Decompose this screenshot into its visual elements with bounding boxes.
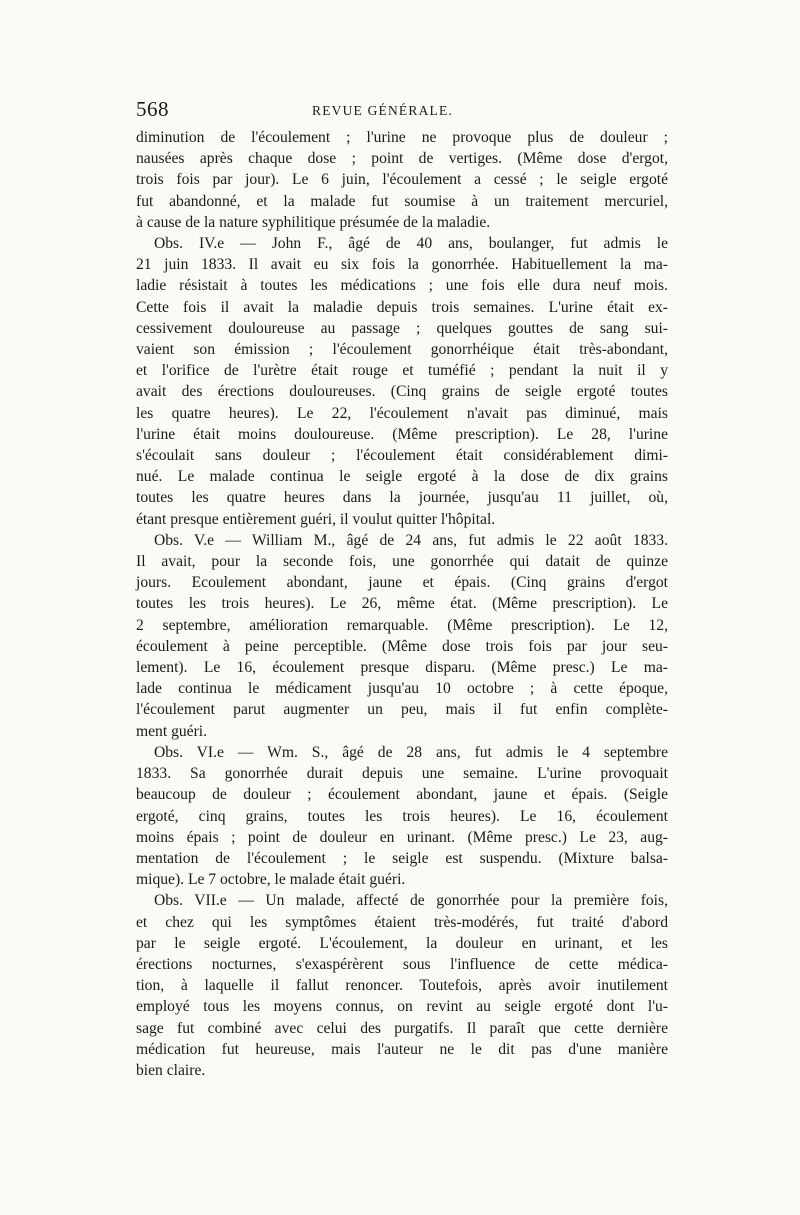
text-line: mique). Le 7 octobre, le malade était guéri.: [136, 871, 406, 889]
text-line: cessivement douloureuse au passage ; quelques gouttes de sang sui-: [136, 319, 668, 337]
text-line: tion, à laquelle il fallut renoncer. Toutefois, après avoir inutilement: [136, 977, 668, 995]
running-title: REVUE GÉNÉRALE.: [312, 103, 453, 118]
text-line: nausées après chaque dose ; point de vertiges. (Même dose d'ergot,: [136, 150, 668, 168]
text-line: écoulement à peine perceptible. (Même dose trois fois par jour seu-: [136, 637, 668, 655]
text-line: les quatre heures). Le 22, l'écoulement n'avait pas diminué, mais: [136, 404, 668, 422]
text-line: Il avait, pour la seconde fois, une gonorrhée qui datait de quinze: [136, 553, 668, 571]
text-line: toutes les quatre heures dans la journée, jusqu'au 11 juillet, où,: [136, 489, 668, 507]
text-line: et l'orifice de l'urètre était rouge et tuméfié ; pendant la nuit il y: [136, 362, 668, 380]
text-line: l'écoulement parut augmenter un peu, mais il fut enfin complète-: [136, 701, 668, 719]
text-line: Obs. VII.e — Un malade, affecté de gonorrhée pour la première fois,: [154, 892, 668, 910]
text-line: employé tous les moyens connus, on revint au seigle ergoté dont l'u-: [136, 998, 668, 1016]
text-line: mentation de l'écoulement ; le seigle est suspendu. (Mixture balsa-: [136, 849, 668, 867]
text-line: fut abandonné, et la malade fut soumise à un traitement mercuriel,: [136, 192, 668, 210]
text-line: nué. Le malade continua le seigle ergoté à la dose de dix grains: [136, 468, 668, 486]
text-line: l'urine était moins douloureuse. (Même prescription). Le 28, l'urine: [136, 425, 668, 443]
text-line: 21 juin 1833. Il avait eu six fois la gonorrhée. Habituellement la ma-: [136, 256, 668, 274]
text-line: Obs. V.e — William M., âgé de 24 ans, fut admis le 22 août 1833.: [154, 531, 668, 549]
text-line: ergoté, cinq grains, toutes les trois heures). Le 16, écoulement: [136, 807, 668, 825]
text-line: lement). Le 16, écoulement presque disparu. (Même presc.) Le ma-: [136, 659, 668, 677]
text-line: beaucoup de douleur ; écoulement abondant, jaune et épais. (Seigle: [136, 786, 668, 804]
text-line: ment guéri.: [136, 722, 208, 740]
text-line: s'écoulait sans douleur ; l'écoulement était considérablement dimi-: [136, 447, 668, 465]
text-line: trois fois par jour). Le 6 juin, l'écoulement a cessé ; le seigle ergoté: [136, 171, 668, 189]
text-line: Obs. IV.e — John F., âgé de 40 ans, boulanger, fut admis le: [154, 235, 668, 253]
text-line: médication fut heureuse, mais l'auteur ne le dit pas d'une manière: [136, 1040, 668, 1058]
text-line: à cause de la nature syphilitique présumée de la maladie.: [136, 213, 491, 231]
text-line: sage fut combiné avec celui des purgatifs. Il paraît que cette dernière: [136, 1019, 668, 1037]
text-line: 1833. Sa gonorrhée durait depuis une semaine. L'urine provoquait: [136, 765, 668, 783]
page-number: 568: [136, 97, 169, 121]
text-line: avait des érections douloureuses. (Cinq grains de seigle ergoté toutes: [136, 383, 668, 401]
text-line: diminution de l'écoulement ; l'urine ne provoque plus de douleur ;: [136, 129, 668, 146]
body-text: [136, 127, 668, 1081]
text-line: 2 septembre, amélioration remarquable. (Même prescription). Le 12,: [136, 616, 668, 634]
page: [136, 97, 668, 1081]
text-line: ladie résistait à toutes les médications ; une fois elle dura neuf mois.: [136, 277, 668, 295]
text-line: Obs. VI.e — Wm. S., âgé de 28 ans, fut admis le 4 septembre: [154, 743, 668, 761]
running-head: [136, 97, 668, 127]
text-line: Cette fois il avait la maladie depuis trois semaines. L'urine était ex-: [136, 298, 668, 316]
text-line: bien claire.: [136, 1061, 206, 1079]
text-line: vaient son émission ; l'écoulement gonorrhéique était très-abondant,: [136, 341, 668, 359]
text-line: érections nocturnes, s'exaspérèrent sous l'influence de cette médica-: [136, 955, 668, 973]
text-line: moins épais ; point de douleur en urinant. (Même presc.) Le 23, aug-: [136, 828, 668, 846]
text-line: par le seigle ergoté. L'écoulement, la douleur en urinant, et les: [136, 934, 668, 952]
text-line: et chez qui les symptômes étaient très-modérés, fut traité d'abord: [136, 913, 668, 931]
text-line: toutes les trois heures). Le 26, même état. (Même prescription). Le: [136, 595, 668, 613]
text-line: lade continua le médicament jusqu'au 10 octobre ; à cette époque,: [136, 680, 668, 698]
text-line: jours. Ecoulement abondant, jaune et épais. (Cinq grains d'ergot: [136, 574, 668, 592]
text-line: étant presque entièrement guéri, il voulut quitter l'hôpital.: [136, 510, 496, 528]
